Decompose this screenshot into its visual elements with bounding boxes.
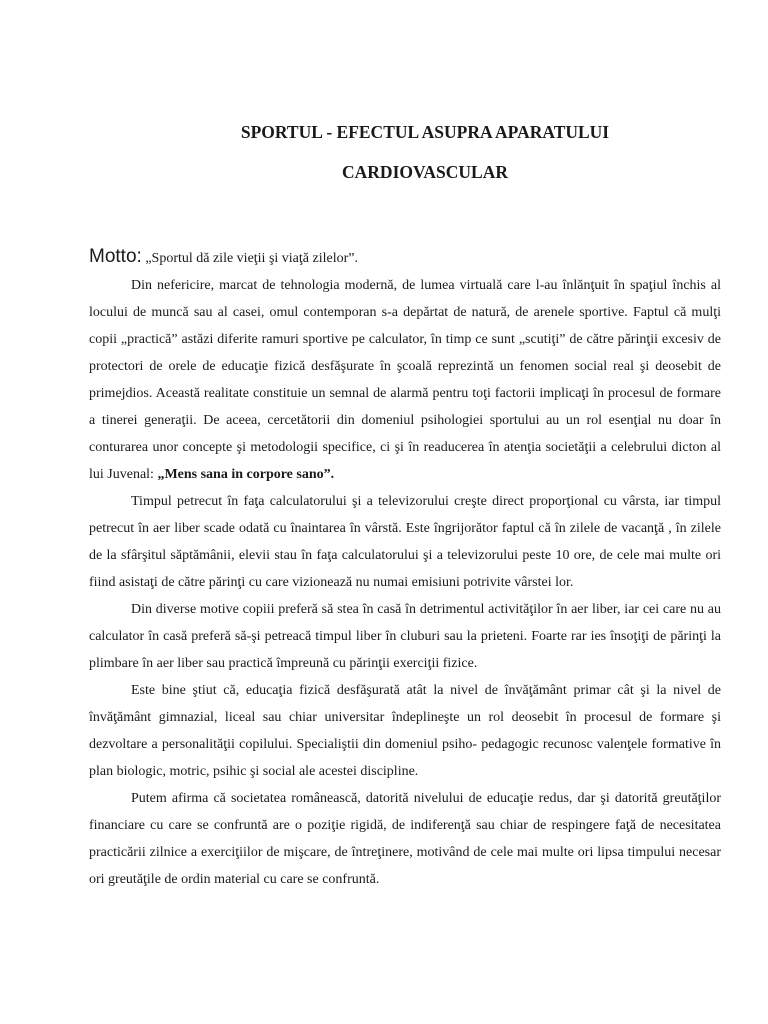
paragraph-1-text: Din nefericire, marcat de tehnologia modernă, de lumea virtuală care l-au înlănţuit în spaţiul închis al locului de muncă sau al casei, omul contemporan s-a depărtat de natură, de arenele sportive. Faptul că mulţi copii „practică” astăzi diferite ramuri sportive pe calculator, în timp ce sunt „scutiţi” de către părinţii excesiv de protectori de orele de educaţie fizică desfăşurate în şcoală reprezintă un fenomen social real şi deosebit de primejdios. Această realitate constituie un semnal de alarmă pentru toţi factorii implicaţi în procesul de formare a tinerei generaţii. De aceea, cercetătorii din domeniul psihologiei sportului au un rol esenţial nu doar în conturarea unor concepte şi metodologii specifice, ci şi în readucerea în atenţia societăţii a celebrului dicton al lui Juvenal:	[89, 278, 721, 482]
paragraph-3: Din diverse motive copiii preferă să stea în casă în detrimentul activităţilor în aer liber, iar cei care nu au calculator în casă preferă să-şi petreacă timpul liber în cluburi sau la prieteni. Foarte rar ies însoţiţi de părinţi la plimbare în aer liber sau practică împreună cu părinţii exerciţii fizice.	[89, 602, 721, 671]
motto-text: „Sportul dă zile vieţii şi viaţă zilelor”.	[141, 251, 358, 266]
juvenal-quote: „Mens sana in corpore sano”.	[157, 467, 335, 482]
title-line-1: SPORTUL - EFECTUL ASUPRA APARATULUI	[240, 122, 610, 142]
paragraph-5: Putem afirma că societatea românească, datorită nivelului de educaţie redus, dar şi datorită greutăţilor financiare cu care se confruntă are o poziţie rigidă, de indiferenţă sau chiar de respingere faţă de necesitatea practicării zilnice a exerciţiilor de mişcare, de întreţinere, motivând de cele mai multe ori lipsa timpului necesar ori greutăţile de ordin material cu care se confruntă.	[89, 791, 721, 887]
motto-label: Motto:	[89, 246, 142, 267]
paragraph-4: Este bine ştiut că, educaţia fizică desfăşurată atât la nivel de învăţământ primar cât şi la nivel de învăţământ gimnazial, liceal sau chiar universitar îndeplineşte un rol deosebit în procesul de formare şi dezvoltare a personalităţii copilului. Specialiştii din domeniul psiho- pedagogic recunosc valenţele formative în plan biologic, motric, psihic şi social ale acestei discipline.	[89, 683, 721, 779]
title-line-2: CARDIOVASCULAR	[342, 162, 508, 182]
motto	[89, 244, 721, 272]
document-page	[89, 0, 721, 893]
paragraph-2: Timpul petrecut în faţa calculatorului şi a televizorului creşte direct proporţional cu vârsta, iar timpul petrecut în aer liber scade odată cu înaintarea în vârstă. Este îngrijorător faptul că în zilele de vacanţă , în zilele de la sfârşitul săptămânii, elevii stau în faţa calculatorului şi a televizorului peste 10 ore, de cele mai multe ori fiind asistaţi de către părinţi cu care vizionează nu numai emisiuni potrivite vârstei lor.	[89, 494, 721, 590]
document-title	[89, 0, 721, 192]
paragraph-1	[89, 272, 721, 488]
